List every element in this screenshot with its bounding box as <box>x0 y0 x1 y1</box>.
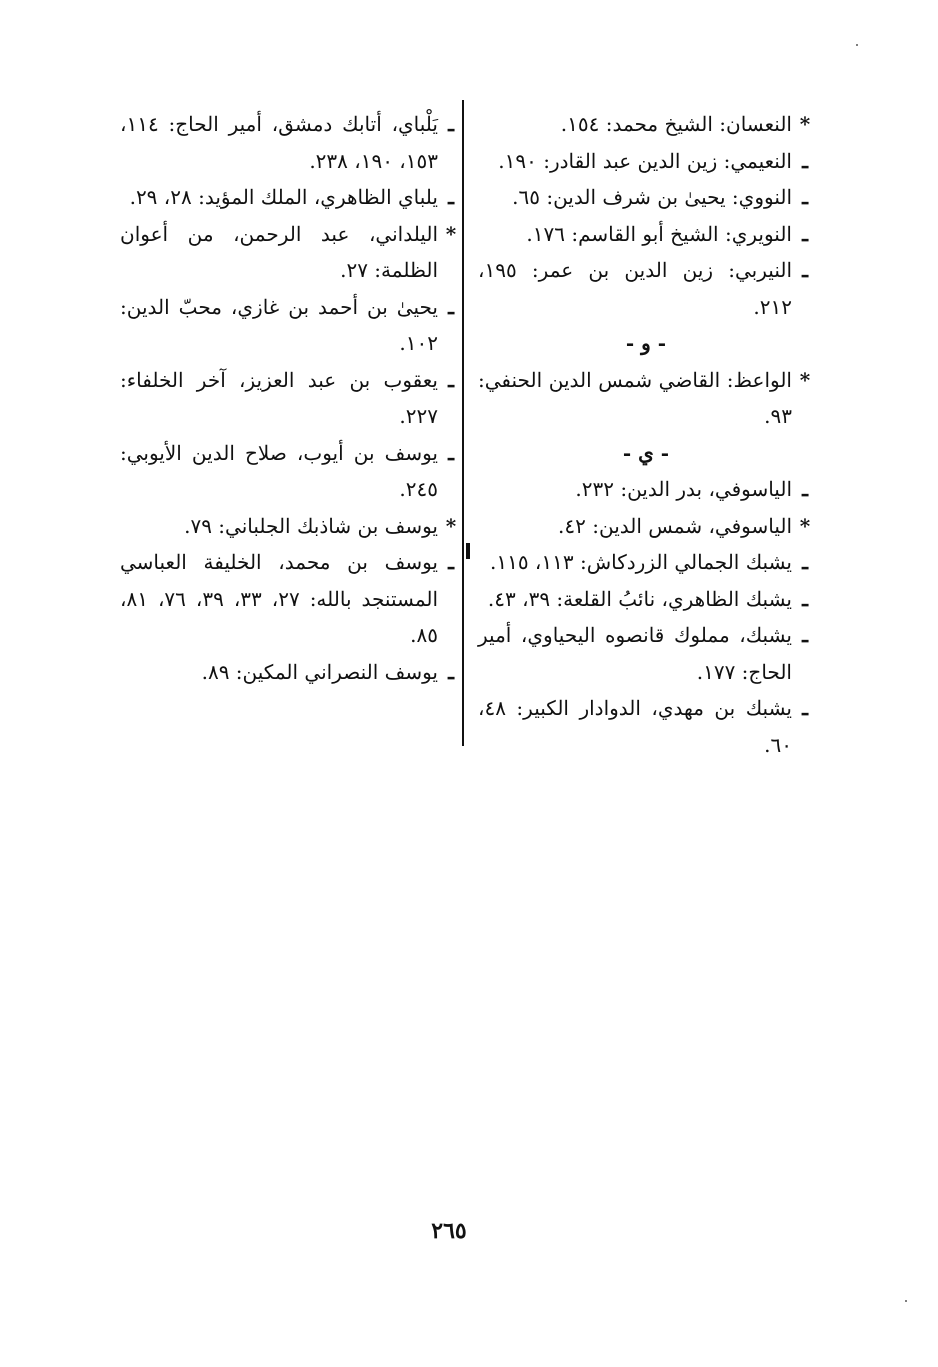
index-entry <box>120 654 460 691</box>
dash-marker: ـ <box>802 477 808 501</box>
index-entry <box>478 106 814 143</box>
index-entry-text: يلباي الظاهري، الملك المؤيد: ٢٨، ٢٩. <box>129 185 438 209</box>
index-entry <box>478 617 814 690</box>
dash-marker: ـ <box>448 294 454 319</box>
dash-marker: ـ <box>802 696 808 720</box>
section-heading: - و - <box>625 331 667 355</box>
divider-tick <box>466 543 470 559</box>
dash-marker: ـ <box>448 112 454 136</box>
index-entry <box>120 435 460 508</box>
index-column-left <box>120 106 460 690</box>
index-entry-text: يوسف بن شاذبك الجلباني: ٧٩. <box>184 513 438 538</box>
scan-speck <box>856 44 858 46</box>
index-entry <box>478 179 814 216</box>
index-entry-text: الواعظ: القاضي شمس الدين الحنفي: ٩٣. <box>478 367 792 428</box>
index-entry-text: يوسف النصراني المكين: ٨٩. <box>201 659 438 684</box>
dash-marker: ـ <box>448 185 454 209</box>
index-entry <box>120 362 460 435</box>
index-entry <box>478 471 814 508</box>
page-number: ٢٦٥ <box>431 1218 467 1244</box>
column-divider <box>462 100 464 746</box>
dash-marker: ـ <box>802 586 808 611</box>
index-entry <box>120 508 460 545</box>
index-entry-text: يشبك، مملوك قانصوه اليحياوي، أمير الحاج: ١٧٧. <box>478 623 792 684</box>
dash-marker: ـ <box>802 148 808 173</box>
asterisk-marker: * <box>799 513 811 538</box>
section-heading: - ي - <box>622 440 670 465</box>
index-entry <box>478 143 814 180</box>
scan-speck <box>905 1300 907 1302</box>
dash-marker: ـ <box>802 185 808 209</box>
index-entry-text: النووي: يحيىٰ بن شرف الدين: ٦٥. <box>512 185 792 209</box>
index-entry <box>120 544 460 654</box>
index-entry-text: النعسان: الشيخ محمد: ١٥٤. <box>560 112 792 136</box>
index-entry-text: يحيىٰ بن أحمد بن غازي، محبّ الدين: ١٠٢. <box>120 294 438 355</box>
index-entry <box>478 362 814 435</box>
dash-marker: ـ <box>448 659 454 684</box>
asterisk-marker: * <box>445 513 457 538</box>
index-entry <box>478 690 814 763</box>
index-entry-text: النويري: الشيخ أبو القاسم: ١٧٦. <box>526 221 792 246</box>
asterisk-marker: * <box>799 367 811 392</box>
index-entry-text: الياسوفي، شمس الدين: ٤٢. <box>558 513 792 538</box>
index-entry <box>478 252 814 325</box>
dash-marker: ـ <box>802 258 808 282</box>
index-entry <box>120 216 460 289</box>
index-entry-text: يوسف بن أيوب، صلاح الدين الأيوبي: ٢٤٥. <box>120 440 438 501</box>
dash-marker: ـ <box>802 221 808 246</box>
index-entry-text: النعيمي: زين الدين عبد القادر: ١٩٠. <box>498 148 792 173</box>
index-entry <box>120 289 460 362</box>
index-entry <box>120 106 460 179</box>
dash-marker: ـ <box>802 550 808 574</box>
dash-marker: ـ <box>448 367 454 392</box>
index-entry-text: يوسف بن محمد، الخليفة العباسي المستنجد بالله: ٢٧، ٣٣، ٣٩، ٧٦، ٨١، ٨٥. <box>120 550 439 647</box>
asterisk-marker: * <box>799 112 811 136</box>
index-entry-text: اليلداني، عبد الرحمن، من أعوان الظلمة: ٢٧. <box>120 221 438 282</box>
dash-marker: ـ <box>802 623 808 647</box>
index-entry-text: النيربي: زين الدين بن عمر: ١٩٥، ٢١٢. <box>478 258 792 319</box>
index-entry-text: يشبك الظاهري، نائبُ القلعة: ٣٩، ٤٣. <box>487 586 792 611</box>
index-entry <box>478 508 814 545</box>
index-entry <box>478 216 814 253</box>
asterisk-marker: * <box>445 221 457 246</box>
index-entry <box>478 581 814 618</box>
index-entry-text: يشبك الجمالي الزردكاش: ١١٣، ١١٥. <box>489 550 792 574</box>
index-entry-text: الياسوفي، بدر الدين: ٢٣٢. <box>575 477 792 501</box>
index-column-right <box>478 106 814 763</box>
index-entry-text: يشبك بن مهدي، الدوادار الكبير: ٤٨، ٦٠. <box>478 696 792 757</box>
index-entry-text: يعقوب بن عبد العزيز، آخر الخلفاء: ٢٢٧. <box>120 367 438 428</box>
dash-marker: ـ <box>448 550 454 574</box>
index-entry <box>120 179 460 216</box>
dash-marker: ـ <box>448 440 454 465</box>
index-entry-text: يَلْباي، أتابك دمشق، أمير الحاج: ١١٤، ١٥٣، ١٩٠، ٢٣٨. <box>120 112 438 173</box>
index-entry <box>478 544 814 581</box>
